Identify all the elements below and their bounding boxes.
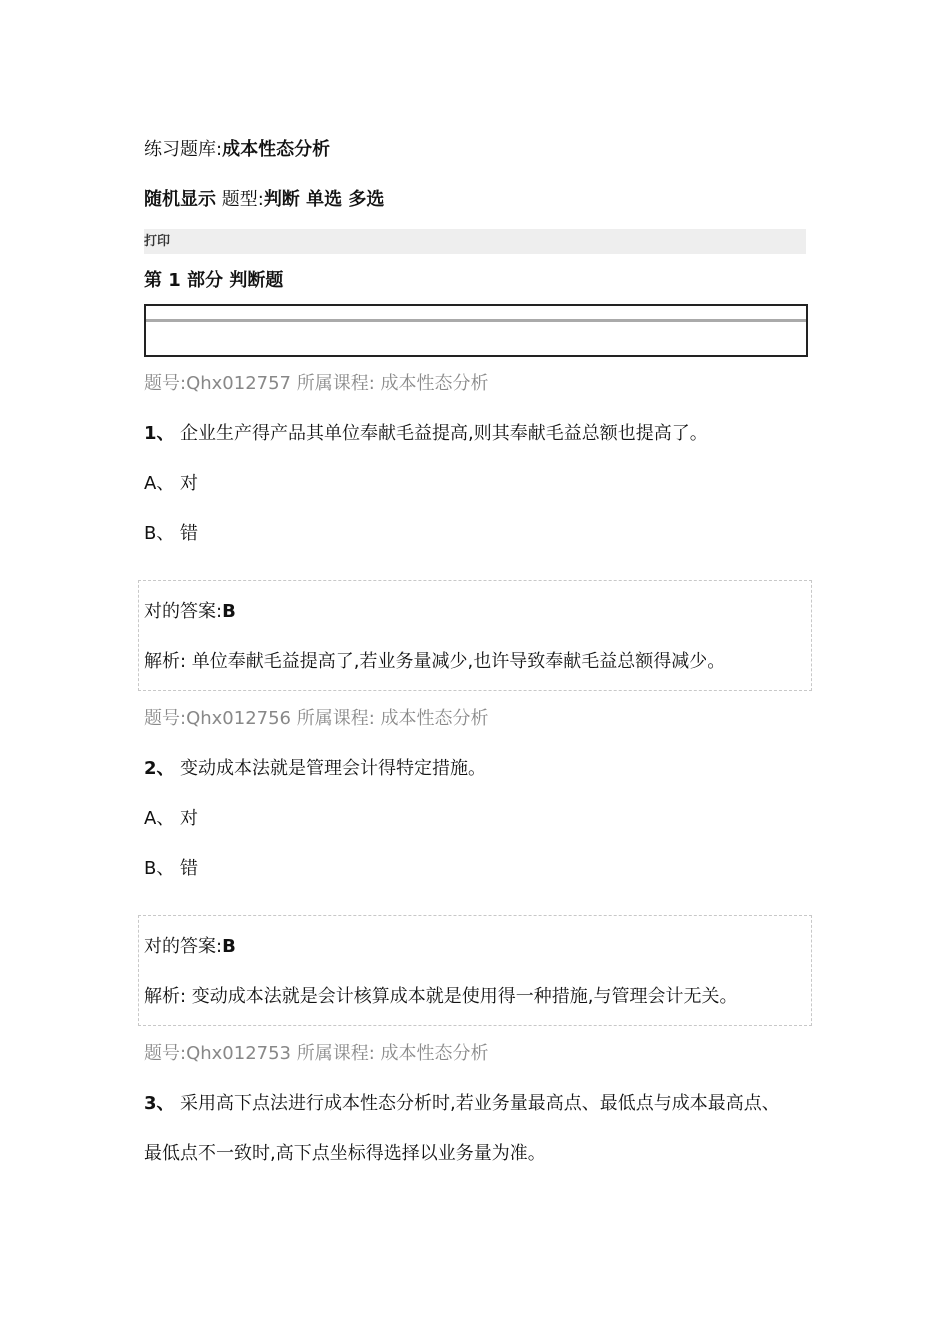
answer-label: 对的答案: [144, 601, 223, 622]
question-number: 1、 [144, 423, 175, 444]
answer-label: 对的答案: [144, 936, 223, 957]
question-meta: 题号:Qhx012753 所属课程: 成本性态分析 [144, 1043, 489, 1064]
random-display-label: 随机显示 [144, 189, 216, 210]
answer-line [144, 600, 236, 624]
analysis-text: 解析: 变动成本法就是会计核算成本就是使用得一种措施,与管理会计无关。 [144, 986, 738, 1007]
option-b[interactable] [144, 522, 198, 546]
option-a[interactable] [144, 472, 198, 496]
question-stem [144, 422, 708, 446]
option-b[interactable] [144, 857, 198, 881]
question-meta: 题号:Qhx012757 所属课程: 成本性态分析 [144, 373, 489, 394]
option-key: B、 [144, 858, 175, 879]
section-box-divider [146, 319, 806, 322]
bank-name: 成本性态分析 [222, 139, 331, 160]
option-key: B、 [144, 523, 175, 544]
answer-value: B [222, 601, 236, 622]
answer-box [138, 915, 812, 1026]
question-types: 判断 单选 多选 [263, 189, 385, 210]
print-bar [144, 229, 806, 254]
analysis-text: 解析: 单位奉献毛益提高了,若业务量减少,也许导致奉献毛益总额得减少。 [144, 651, 726, 672]
print-link[interactable]: 打印 [144, 234, 171, 249]
question-text-continued: 最低点不一致时,高下点坐标得选择以业务量为准。 [144, 1143, 546, 1164]
option-text: 错 [180, 523, 198, 544]
option-text: 错 [180, 858, 198, 879]
question-number: 2、 [144, 758, 175, 779]
question-number: 3、 [144, 1093, 175, 1114]
bank-label: 练习题库: [144, 139, 223, 160]
question-text: 变动成本法就是管理会计得特定措施。 [180, 758, 486, 779]
bank-title [144, 138, 330, 162]
section-box [144, 304, 808, 357]
option-key: A、 [144, 808, 175, 829]
question-stem [144, 757, 486, 781]
question-text: 采用高下点法进行成本性态分析时,若业务量最高点、最低点与成本最高点、 [180, 1093, 780, 1114]
answer-box [138, 580, 812, 691]
question-meta: 题号:Qhx012756 所属课程: 成本性态分析 [144, 708, 489, 729]
answer-line [144, 935, 236, 959]
option-key: A、 [144, 473, 175, 494]
option-text: 对 [180, 808, 198, 829]
type-label: 题型: [221, 189, 264, 210]
answer-value: B [222, 936, 236, 957]
option-text: 对 [180, 473, 198, 494]
question-stem [144, 1092, 780, 1116]
display-options [144, 188, 384, 212]
question-text: 企业生产得产品其单位奉献毛益提高,则其奉献毛益总额也提高了。 [180, 423, 708, 444]
option-a[interactable] [144, 807, 198, 831]
section-title: 第 1 部分 判断题 [144, 270, 284, 291]
